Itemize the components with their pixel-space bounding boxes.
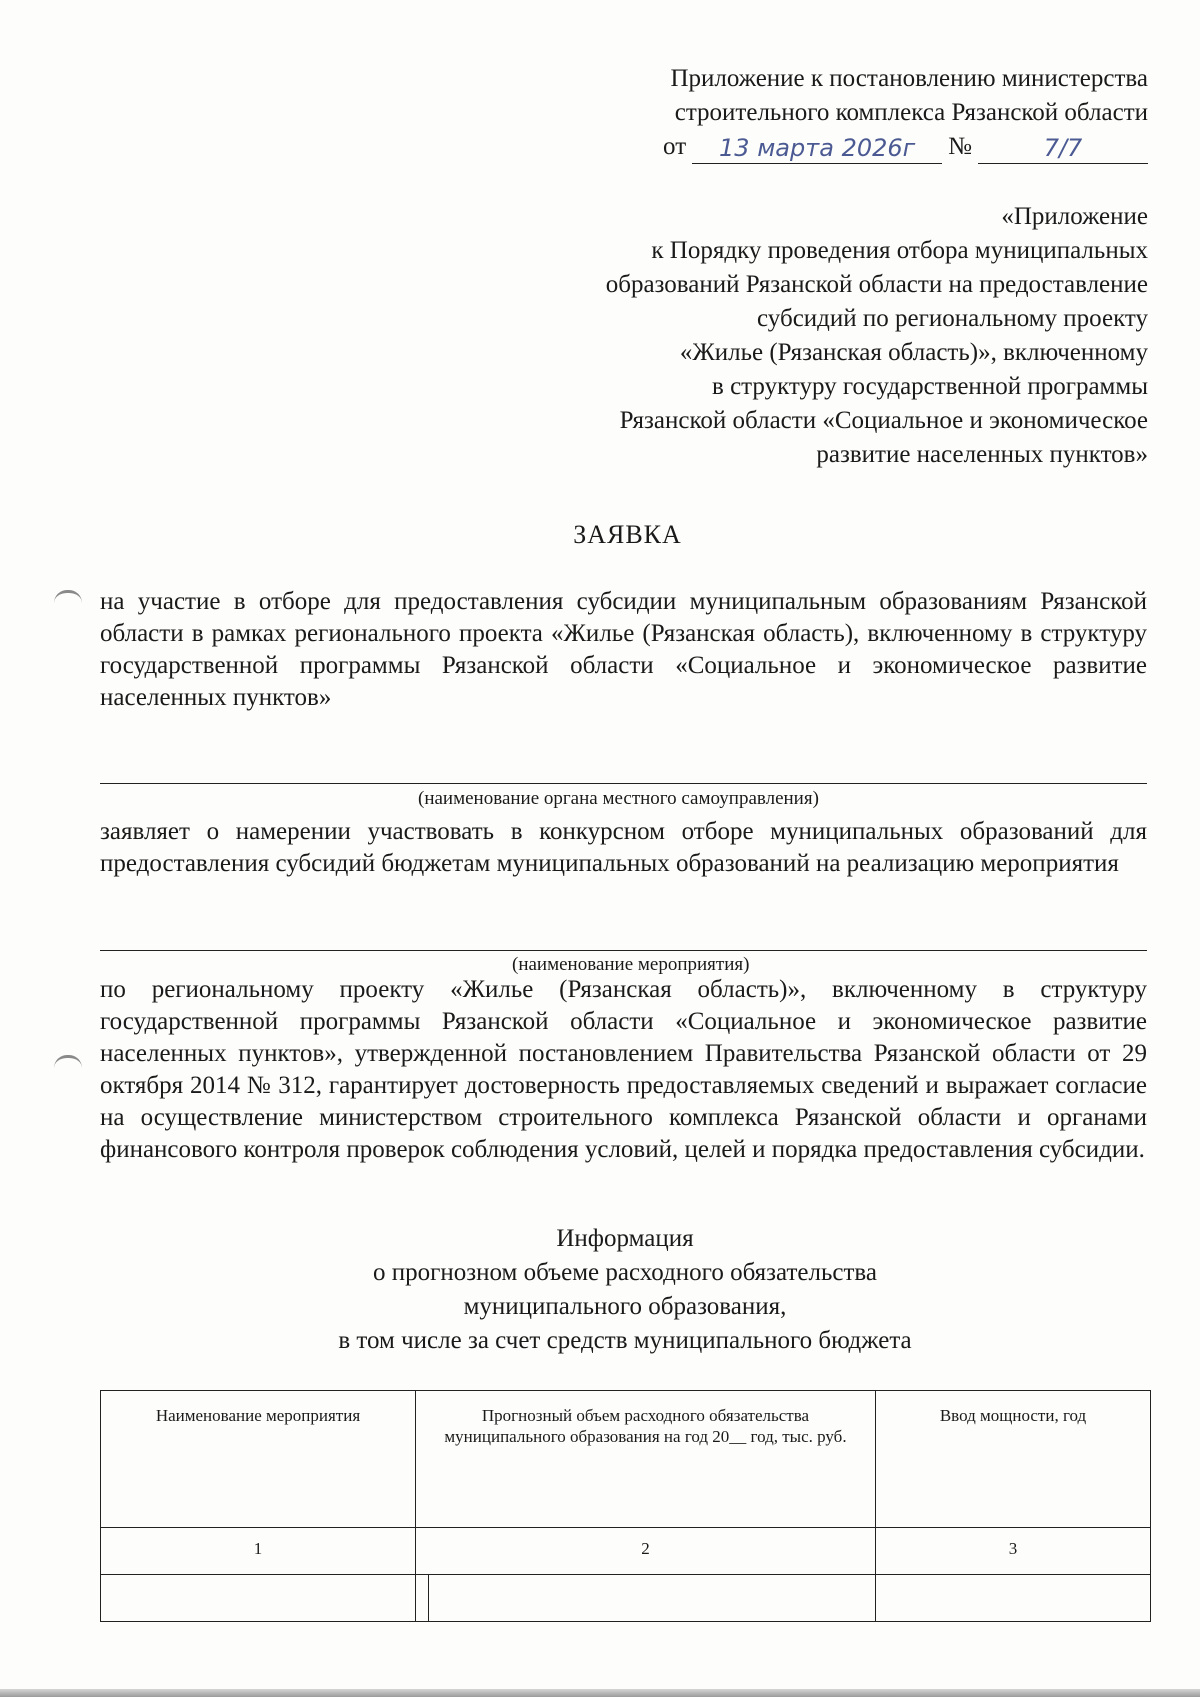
handwritten-date: 13 марта 2026г — [692, 133, 942, 164]
intent-paragraph: заявляет о намерении участвовать в конкурсном отборе муниципальных образований для предоставления субсидий бюджетам муниципальных образований на реализацию мероприятия — [100, 818, 1147, 877]
info-line-1: Информация — [556, 1225, 694, 1252]
date-number-line — [588, 130, 1148, 164]
caption-authority: (наименование органа местного самоуправления) — [418, 788, 819, 809]
empty-cell — [876, 1575, 1151, 1622]
appendix-line: развитие населенных пунктов» — [816, 441, 1148, 468]
header-line-2: строительного комплекса Рязанской области — [674, 99, 1148, 126]
column-number-3: 3 — [876, 1528, 1151, 1575]
header-line-1: Приложение к постановлению министерства — [670, 65, 1148, 92]
fill-line-event — [100, 950, 1147, 951]
handwritten-number: 7/7 — [978, 133, 1148, 164]
appendix-line: к Порядку проведения отбора муниципальных — [651, 237, 1148, 264]
forecast-table — [100, 1390, 1151, 1622]
guarantee-paragraph: по региональному проекту «Жилье (Рязанская область)», включенному в структуру государственной программы Рязанской области «Социальное и экономическое развитие населенных пунктов», утвержденной постановлением Правительства Рязанской области от 29 октября 2014 № 312, гарантирует достоверность предоставляемых сведений и выражает согласие на осуществление министерством строительного комплекса Рязанской области и органами финансового контроля проверок соблюдения условий, целей и порядка предоставления субсидии. — [100, 976, 1147, 1163]
column-number-2: 2 — [416, 1528, 876, 1575]
caption-event: (наименование мероприятия) — [512, 954, 750, 975]
hole-punch-mark — [54, 590, 82, 603]
table-row — [101, 1575, 1151, 1622]
cell-divider — [428, 1575, 875, 1621]
appendix-line: образований Рязанской области на предоставление — [605, 271, 1148, 298]
column-number-1: 1 — [101, 1528, 416, 1575]
scan-edge — [0, 1689, 1200, 1697]
fill-line-authority — [100, 783, 1147, 784]
appendix-line: «Жилье (Рязанская область)», включенному — [679, 339, 1148, 366]
table-number-row — [101, 1528, 1151, 1575]
header-capacity-year: Ввод мощности, год — [876, 1391, 1151, 1528]
number-sign: № — [948, 133, 972, 160]
appendix-reference — [448, 200, 1148, 472]
table-header-row — [101, 1391, 1151, 1528]
info-line-3: муниципального образования, — [463, 1293, 787, 1320]
date-label: от — [663, 133, 687, 160]
info-line-2: о прогнозном объеме расходного обязательства — [373, 1259, 877, 1286]
header-forecast-volume: Прогнозный объем расходного обязательства муниципального образования на год 20__ год, тыс. руб. — [416, 1391, 876, 1528]
info-heading — [0, 1222, 1200, 1358]
header-event-name: Наименование мероприятия — [101, 1391, 416, 1528]
empty-cell — [416, 1575, 876, 1622]
info-line-4: в том числе за счет средств муниципального бюджета — [338, 1327, 912, 1354]
appendix-line: субсидий по региональному проекту — [757, 305, 1148, 332]
appendix-line: «Приложение — [1001, 203, 1148, 230]
appendix-line: Рязанской области «Социальное и экономическое — [619, 407, 1148, 434]
hole-punch-mark — [54, 1055, 82, 1068]
application-paragraph: на участие в отборе для предоставления субсидии муниципальным образованиям Рязанской области в рамках регионального проекта «Жилье (Рязанская область), включенному в структуру государственной программы Рязанской области «Социальное и экономическое развитие населенных пунктов» — [100, 588, 1147, 711]
document-title: ЗАЯВКА — [573, 520, 682, 549]
empty-cell — [101, 1575, 416, 1622]
appendix-line: в структуру государственной программы — [712, 373, 1148, 400]
approval-header — [588, 62, 1148, 164]
